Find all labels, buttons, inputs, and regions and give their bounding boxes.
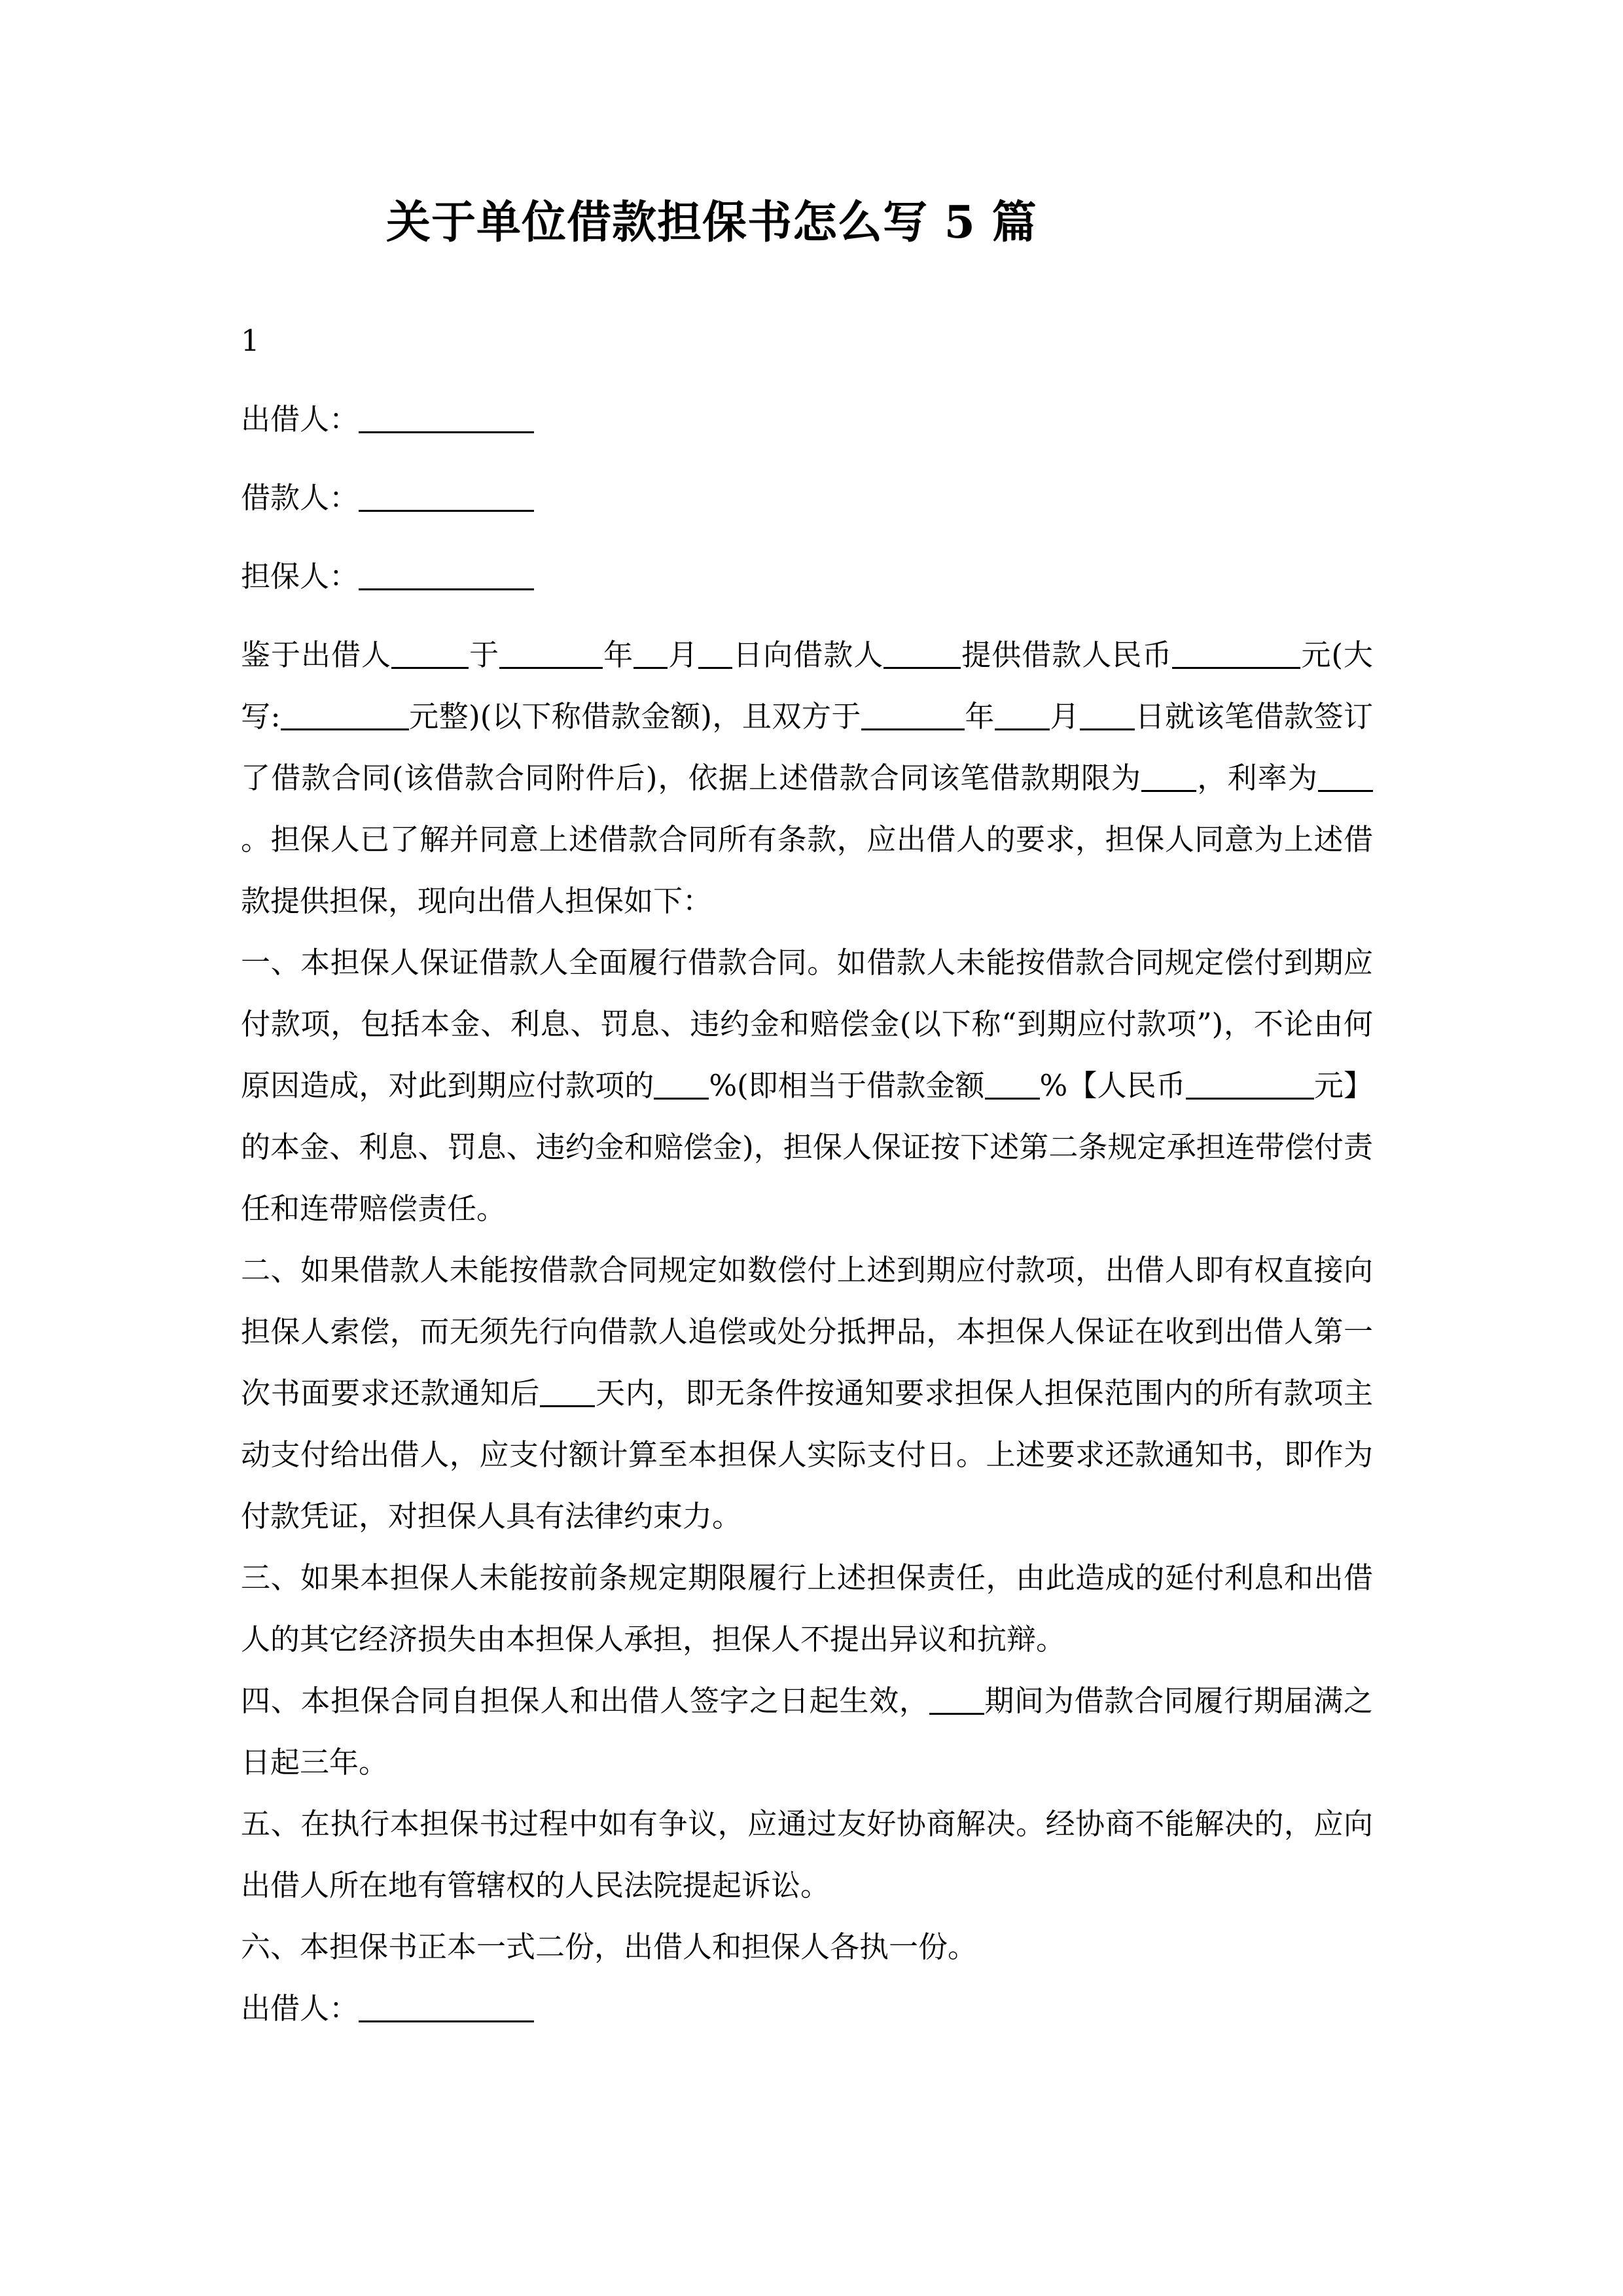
article-2 <box>241 1240 1373 1547</box>
article-4-seg-1: 期间为借款合同履行期届满之日起三年。 <box>241 1683 1373 1780</box>
preamble-seg-8: 年 <box>964 699 995 734</box>
article-5-seg-0: 在执行本担保书过程中如有争议，应通过友好协商解决。经协商不能解决的，应向出借人所在地有管辖权的人民法院提起诉讼。 <box>241 1806 1373 1903</box>
preamble-blank-day2[interactable] <box>1080 702 1135 730</box>
article-1-seg-2: %【人民币 <box>1039 1068 1186 1103</box>
preamble-seg-1: 于 <box>469 637 500 672</box>
preamble-seg-12: 。担保人已了解并同意上述借款合同所有条款，应出借人的要求，担保人同意为上述借款提供担保，现向出借人担保如下： <box>241 822 1373 918</box>
article-1-seg-1: %(即相当于借款金额 <box>709 1068 985 1103</box>
article-1-blank-pct2[interactable] <box>985 1071 1040 1100</box>
preamble-blank-month[interactable] <box>633 641 668 669</box>
preamble-blank-month2[interactable] <box>995 702 1050 730</box>
article-3 <box>241 1547 1373 1670</box>
signature-lender-label: 出借人： <box>241 1991 359 2026</box>
article-2-seg-0: 如果借款人未能按借款合同规定如数偿付上述到期应付款项，出借人即有权直接向担保人索偿，而无须先行向借款人追偿或处分抵押品，本担保人保证在收到出借人第一次书面要求还款通知后 <box>241 1253 1373 1410</box>
article-1-seg-0: 本担保人保证借款人全面履行借款合同。如借款人未能按借款合同规定偿付到期应付款项，包括本金、利息、罚息、违约金和赔偿金(以下称“到期应付款项”)，不论由何原因造成，对此到期应付款项的 <box>241 945 1373 1103</box>
signature-lender <box>241 1978 1373 2039</box>
article-2-seg-1: 天内，即无条件按通知要求担保人担保范围内的所有款项主动支付给出借人，应支付额计算至本担保人实际支付日。上述要求还款通知书，即作为付款凭证，对担保人具有法律约束力。 <box>241 1376 1373 1534</box>
document-content <box>241 0 1373 2039</box>
preamble-seg-9: 月 <box>1049 699 1080 734</box>
field-guarantor-label: 担保人： <box>241 559 359 594</box>
preamble-seg-0: 鉴于出借人 <box>241 637 392 672</box>
preamble-blank-day[interactable] <box>698 641 732 669</box>
preamble-seg-3: 月 <box>668 637 699 672</box>
article-6-number: 六、 <box>241 1929 300 1964</box>
article-1-number: 一、 <box>241 945 301 980</box>
article-1-blank-rmb[interactable] <box>1186 1071 1314 1100</box>
article-4-number: 四、 <box>241 1683 301 1718</box>
preamble-blank-amount-words[interactable] <box>281 702 409 730</box>
article-1-blank-pct1[interactable] <box>654 1071 709 1100</box>
preamble-paragraph <box>241 624 1373 932</box>
preamble-blank-rate[interactable] <box>1318 764 1373 792</box>
article-3-number: 三、 <box>241 1560 301 1595</box>
article-5-number: 五、 <box>241 1806 301 1841</box>
article-6 <box>241 1916 1373 1978</box>
preamble-blank-borrower[interactable] <box>883 641 961 669</box>
article-4-seg-0: 本担保合同自担保人和出借人签字之日起生效， <box>300 1683 929 1718</box>
preamble-seg-10: 日就该笔借款签订了借款合同(该借款合同附件后)，依据上述借款合同该笔借款期限为 <box>241 699 1373 795</box>
field-lender-blank[interactable] <box>359 405 534 433</box>
preamble-blank-amount[interactable] <box>1172 641 1300 669</box>
preamble-blank-term[interactable] <box>1141 764 1196 792</box>
field-borrower-label: 借款人： <box>241 480 359 515</box>
article-2-blank-days[interactable] <box>540 1379 595 1407</box>
page-title: 关于单位借款担保书怎么写 5 篇 <box>386 196 1037 249</box>
preamble-seg-6: 元(大写: <box>241 637 1373 734</box>
article-2-number: 二、 <box>241 1253 301 1287</box>
field-lender-label: 出借人： <box>241 402 359 437</box>
preamble-blank-year2[interactable] <box>861 702 965 730</box>
preamble-seg-2: 年 <box>603 637 634 672</box>
preamble-seg-5: 提供借款人民币 <box>961 637 1173 672</box>
field-borrower-blank[interactable] <box>359 484 534 512</box>
field-guarantor-blank[interactable] <box>359 562 534 590</box>
field-guarantor <box>241 546 1373 607</box>
section-index: 1 <box>241 323 260 358</box>
preamble-seg-4: 日向借款人 <box>732 637 884 672</box>
preamble-seg-7: 元整)(以下称借款金额)，且双方于 <box>408 699 861 734</box>
preamble-blank-year[interactable] <box>499 641 603 669</box>
article-4 <box>241 1670 1373 1793</box>
article-1-seg-3: 元】的本金、利息、罚息、违约金和赔偿金)，担保人保证按下述第二条规定承担连带偿付责任和连带赔偿责任。 <box>241 1068 1373 1226</box>
signature-lender-blank[interactable] <box>359 1994 534 2022</box>
field-borrower <box>241 467 1373 529</box>
article-6-seg-0: 本担保书正本一式二份，出借人和担保人各执一份。 <box>300 1929 978 1964</box>
article-4-blank-period[interactable] <box>929 1687 984 1715</box>
article-3-seg-0: 如果本担保人未能按前条规定期限履行上述担保责任，由此造成的延付利息和出借人的其它经济损失由本担保人承担，担保人不提出异议和抗辩。 <box>241 1560 1373 1657</box>
preamble-blank-lender[interactable] <box>391 641 469 669</box>
field-lender <box>241 389 1373 450</box>
preamble-seg-11: ，利率为 <box>1196 761 1318 795</box>
article-5 <box>241 1793 1373 1916</box>
article-1 <box>241 932 1373 1240</box>
